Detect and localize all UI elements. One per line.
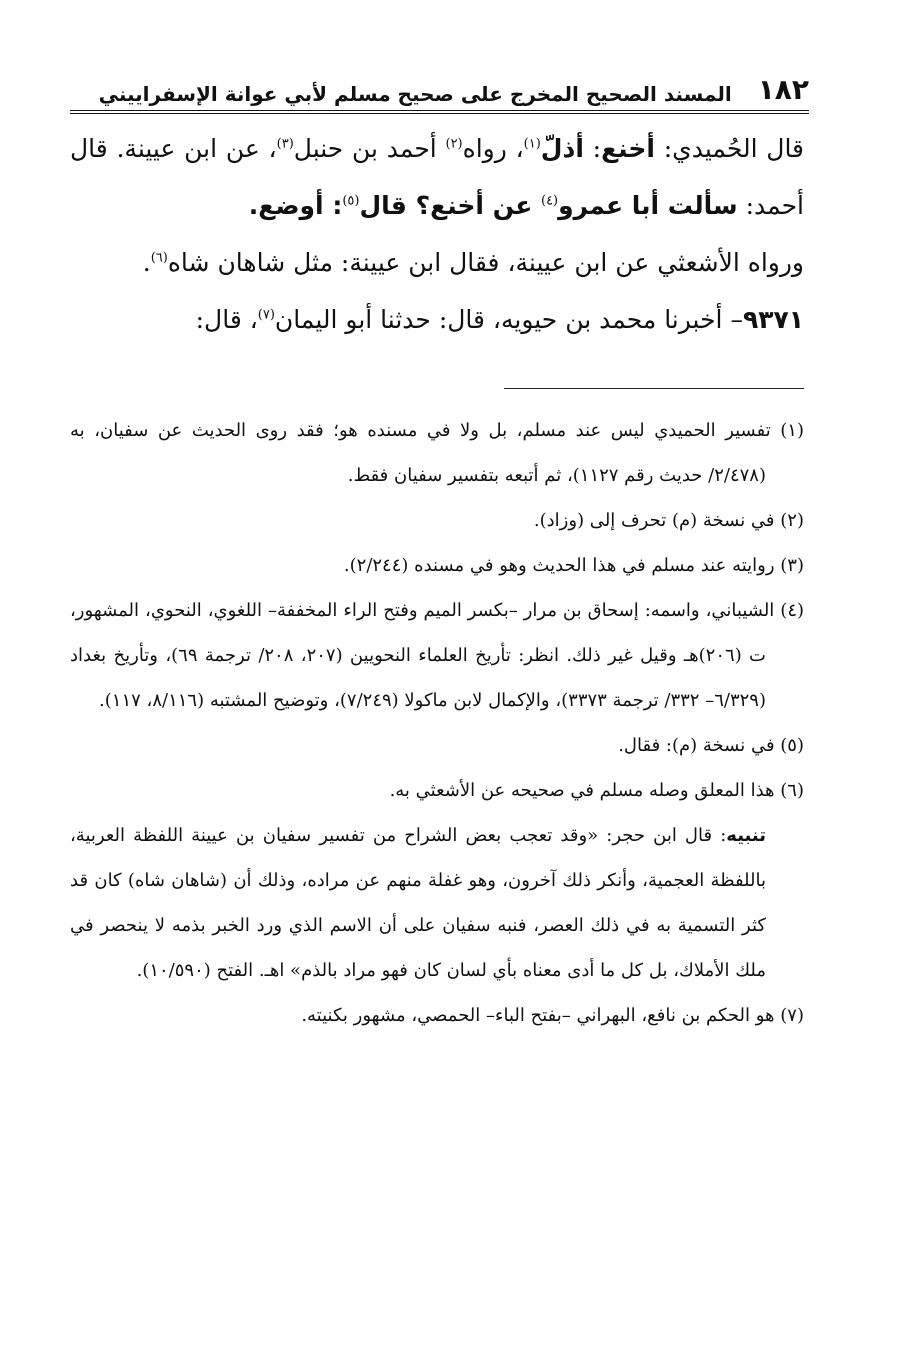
paragraph-hadith-9371 — [70, 291, 804, 348]
footnote-ref-7[interactable]: (٧) — [257, 307, 275, 323]
page-number: ١٨٢ — [757, 73, 809, 106]
bold-word: أذلّ — [540, 134, 584, 163]
footnote-3: (٣) روايته عند مسلم في هذا الحديث وهو في مسنده (٢/٢٤٤). — [343, 555, 804, 576]
footnote-ref-2[interactable]: (٢) — [445, 136, 463, 152]
footnote-ref-6[interactable]: (٦) — [150, 250, 168, 266]
bold-phrase: عن أخنع؟ قال — [359, 191, 541, 220]
footnote-separator — [504, 388, 804, 389]
paragraph-humaydi — [70, 120, 804, 234]
text-run: أحمد بن حنبل — [293, 134, 446, 163]
text-run: – أخبرنا محمد بن حيويه، قال: حدثنا أبو اليمان — [274, 305, 743, 334]
running-header — [70, 66, 809, 114]
bold-word: أخنع — [601, 134, 655, 163]
text-run: . — [142, 248, 151, 277]
footnote-ref-5[interactable]: (٥) — [342, 193, 360, 209]
text-run: ورواه الأشعثي عن ابن عيينة، فقال ابن عيينة: مثل شاهان شاه — [167, 248, 804, 277]
text-run: : — [583, 134, 602, 163]
book-title: المسند الصحيح المخرج على صحيح مسلم لأبي عوانة الإسفراييني — [98, 82, 732, 106]
text-run: ، عن ابن عيينة. قال أحمد: — [70, 134, 804, 220]
footnote-1: (١) تفسير الحميدي ليس عند مسلم، بل ولا في مسنده هو؛ فقد روى الحديث عن سفيان، به (٢/٤٧٨/ حديث رقم ١١٢٧)، ثم أتبعه بتفسير سفيان فقط. — [70, 420, 804, 486]
footnote-6: (٦) هذا المعلق وصله مسلم في صحيحه عن الأشعثي به. — [389, 780, 804, 801]
hadith-number: ٩٣٧١ — [742, 305, 804, 334]
footnote-7: (٧) هو الحكم بن نافع، البهراني –بفتح الباء– الحمصي، مشهور بكنيته. — [301, 1005, 804, 1026]
text-run: ، قال: — [195, 305, 258, 334]
footnote-5: (٥) في نسخة (م): فقال. — [618, 735, 804, 756]
paragraph-ashathi — [70, 234, 804, 291]
bold-phrase: سألت أبا عمرو — [558, 191, 738, 220]
footnote-2: (٢) في نسخة (م) تحرف إلى (وزاد). — [533, 510, 804, 531]
tanbih-note — [70, 813, 804, 993]
footnote-4: (٤) الشيباني، واسمه: إسحاق بن مرار –بكسر الميم وفتح الراء المخففة– اللغوي، النحوي، المشهور، ت (٢٠٦)هـ وقيل غير ذلك. انظر: تأريخ العلماء النحويين (٢٠٧، ٢٠٨/ ترجمة ٦٩)، وتأريخ بغداد (٦/٣٢٩– ٣٣٢/ ترجمة ٣٣٧٣)، والإكمال لابن ماكولا (٧/٢٤٩)، وتوضيح المشتبه (٨/١١٦، ١١٧). — [70, 600, 805, 711]
footnotes — [70, 408, 804, 1038]
main-text — [70, 120, 804, 348]
footnote-ref-3[interactable]: (٣) — [276, 136, 294, 152]
text-run: قال الحُميدي: — [654, 134, 805, 163]
tanbih-text: : قال ابن حجر: «وقد تعجب بعض الشراح من تفسير سفيان بن عيينة اللفظة العربية، باللفظة العجمية، وأنكر ذلك آخرون، وهو غفلة منهم عن مراده، وذلك أن (شاهان شاه) كان قد كثر التسمية به في ذلك العصر، فنبه سفيان على أن الاسم الذي ورد الخبر بذمه لا ينحصر في ملك الأملاك، بل كل ما أدى معناه بأي لسان كان فهو مراد بالذم» اهـ. الفتح (١٠/٥٩٠). — [70, 825, 766, 981]
bold-phrase: : أوضع. — [248, 191, 343, 220]
footnote-ref-4[interactable]: (٤) — [540, 193, 559, 209]
text-run: ، رواه — [462, 134, 524, 163]
footnote-ref-1[interactable]: (١) — [523, 136, 541, 152]
tanbih-label: تنبيه — [726, 825, 766, 846]
